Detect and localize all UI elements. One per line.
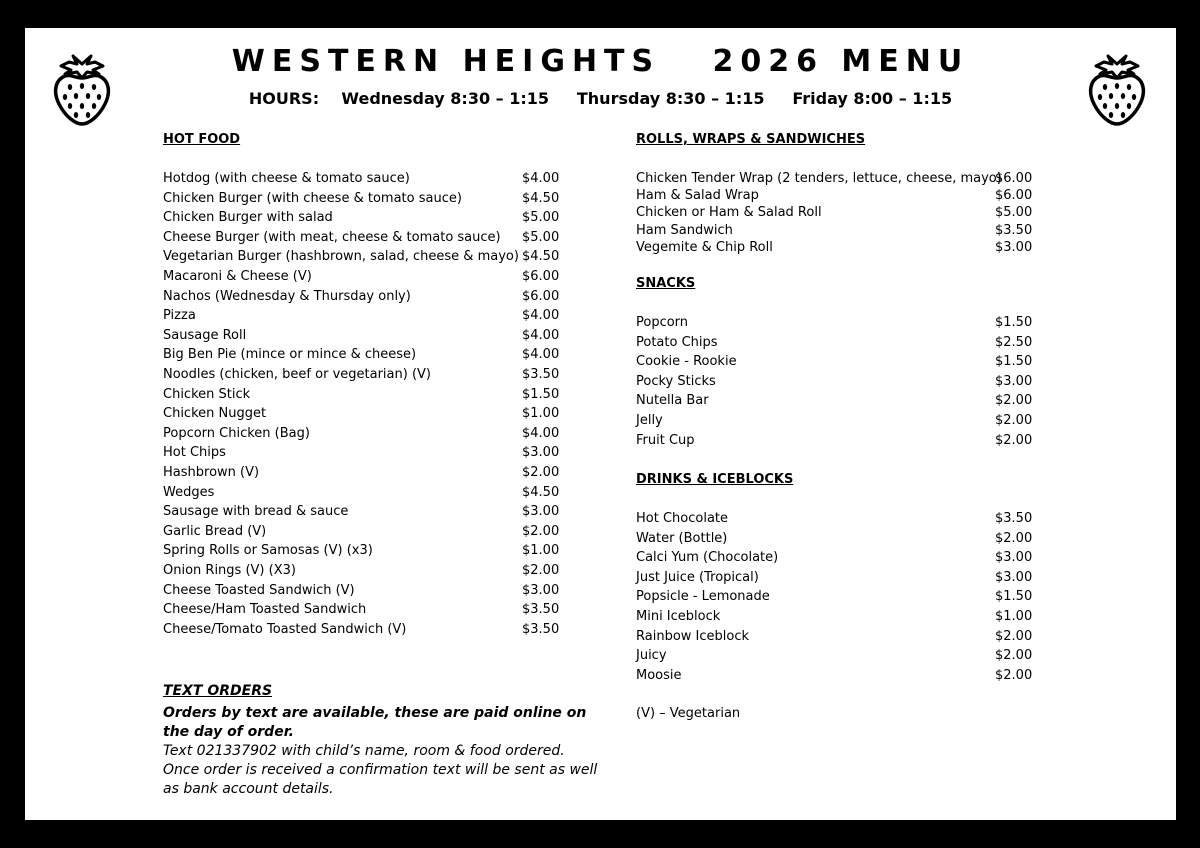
item-name: Chicken Stick [163,386,251,402]
item-price: $1.50 [995,589,1033,605]
item-name: Water (Bottle) [636,530,728,546]
item-name: Vegemite & Chip Roll [636,239,773,255]
item-price: $1.50 [522,386,560,402]
item-name: Noodles (chicken, beef or vegetarian) (V) [163,367,431,382]
item-price: $1.00 [522,543,560,559]
item-price: $3.00 [522,445,560,461]
item-name: Sausage with bread & sauce [163,504,349,520]
item-name: Macaroni & Cheese (V) [163,269,312,284]
item-price: $3.50 [995,222,1033,238]
item-name: Popcorn Chicken (Bag) [163,425,310,441]
item-price: $4.00 [522,308,560,324]
text-orders-info [163,704,603,799]
item-price: $6.00 [995,171,1033,186]
item-name: Chicken Burger with salad [163,210,333,226]
item-price: $3.00 [995,569,1033,585]
item-name: Chicken Tender Wrap (2 tenders, lettuce, cheese, mayo) [636,171,1002,186]
item-name: Big Ben Pie (mince or mince & cheese) [163,347,417,363]
item-name: Mini Iceblock [636,609,721,624]
hot-food-heading: HOT FOOD [163,132,241,147]
item-name: Chicken or Ham & Salad Roll [636,205,822,221]
item-name: Hotdog (with cheese & tomato sauce) [163,171,410,186]
item-price: $4.00 [522,347,560,363]
page-title: WESTERN HEIGHTS 2026 MENU [231,44,970,79]
item-price: $4.00 [522,425,560,441]
item-name: Hot Chocolate [636,511,729,526]
item-name: Pocky Sticks [636,373,716,389]
item-price: $2.00 [995,530,1033,546]
item-name: Ham Sandwich [636,222,733,238]
item-price: $6.00 [995,188,1033,204]
item-name: Cookie - Rookie [636,354,737,370]
item-name: Nutella Bar [636,393,709,409]
item-name: Fruit Cup [636,432,695,448]
rolls-heading: ROLLS, WRAPS & SANDWICHES [636,132,866,147]
item-name: Hashbrown (V) [163,465,260,480]
item-name: Wedges [163,484,215,500]
item-name: Garlic Bread (V) [163,523,267,539]
text-orders-line1: Orders by text are available [163,705,385,721]
item-price: $2.00 [995,667,1033,683]
item-name: Chicken Nugget [163,406,267,422]
item-price: $3.00 [995,373,1033,389]
item-name: Juicy [636,648,667,664]
item-name: Calci Yum (Chocolate) [636,550,779,566]
snacks-heading: SNACKS [636,276,696,291]
item-price: $1.50 [995,315,1033,330]
drinks-heading: DRINKS & ICEBLOCKS [636,472,794,487]
item-price: $5.00 [995,205,1033,221]
item-name: Rainbow Iceblock [636,628,750,644]
item-price: $4.50 [522,190,560,206]
item-name: Spring Rolls or Samosas (V) (x3) [163,543,373,559]
item-name: Cheese Toasted Sandwich (V) [163,582,355,598]
item-name: Jelly [636,413,663,428]
item-price: $2.00 [522,563,560,578]
item-price: $4.00 [522,171,560,186]
item-name: Cheese/Tomato Toasted Sandwich (V) [163,621,407,637]
item-price: $2.00 [995,413,1033,428]
item-price: $3.50 [522,621,560,637]
item-price: $6.00 [522,288,560,304]
item-price: $3.50 [522,367,560,382]
item-price: $4.00 [522,327,560,343]
item-price: $1.00 [995,609,1033,624]
item-name: Popcorn [636,315,689,330]
item-price: $5.00 [522,210,560,226]
item-price: $2.00 [995,628,1033,644]
item-name: Cheese Burger (with meat, cheese & tomato sauce) [163,229,501,245]
item-price: $3.00 [995,239,1033,255]
item-name: Moosie [636,667,682,683]
text-orders-heading: TEXT ORDERS [163,683,273,699]
text-orders-line1-bold: , these are paid online on the day of order. [163,705,587,740]
item-price: $3.00 [522,504,560,520]
item-name: Nachos (Wednesday & Thursday only) [163,288,411,304]
item-name: Onion Rings (V) (X3) [163,563,296,578]
item-name: Chicken Burger (with cheese & tomato sauce) [163,190,462,206]
item-name: Hot Chips [163,445,226,461]
item-price: $5.00 [522,229,560,245]
item-name: Cheese/Ham Toasted Sandwich [163,602,367,618]
item-price: $2.00 [995,432,1033,448]
item-price: $3.50 [522,602,560,618]
text-orders-line2: Text 021337902 with child’s name, room & food ordered. Once order is received a confirmation text will be sent as well as bank account details. [163,743,598,797]
item-price: $2.50 [995,334,1033,350]
item-name: Ham & Salad Wrap [636,188,759,204]
item-name: Pizza [163,308,196,324]
item-price: $3.00 [995,550,1033,566]
opening-hours: HOURS: Wednesday 8:30 – 1:15 Thursday 8:30 – 1:15 Friday 8:00 – 1:15 [248,89,953,108]
item-price: $2.00 [995,648,1033,664]
item-price: $1.00 [522,406,560,422]
item-price: $2.00 [995,393,1033,409]
item-name: Potato Chips [636,334,718,350]
item-price: $3.50 [995,511,1033,526]
item-name: Popsicle - Lemonade [636,589,770,605]
item-name: Just Juice (Tropical) [636,569,759,585]
item-price: $2.00 [522,523,560,539]
item-price: $2.00 [522,465,560,480]
item-price: $4.50 [522,249,560,265]
item-price: $4.50 [522,484,560,500]
vegetarian-note: (V) – Vegetarian [636,706,741,721]
item-price: $3.00 [522,582,560,598]
item-price: $1.50 [995,354,1033,370]
item-price: $6.00 [522,269,560,284]
item-name: Sausage Roll [163,327,247,343]
menu-page [25,28,1176,820]
item-name: Vegetarian Burger (hashbrown, salad, cheese & mayo) [163,249,519,265]
